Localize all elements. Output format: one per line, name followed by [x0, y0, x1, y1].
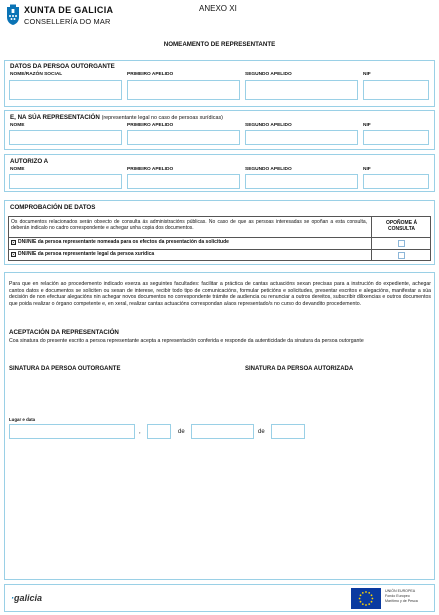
- verification-section-title: COMPROBACIÓN DE DATOS: [10, 204, 96, 211]
- auth-nif-field[interactable]: [363, 174, 429, 189]
- comma-separator: ,: [139, 429, 141, 435]
- auth-name-label: NOME: [10, 167, 25, 172]
- rep-surname2-label: SEGUNDO APELIDO: [245, 123, 292, 128]
- rep-nif-field[interactable]: [363, 130, 429, 145]
- verification-row: × DNI/NIE da persoa representante legal da persoa xurídica: [12, 251, 155, 257]
- representation-section-title: E, NA SÚA REPRESENTACIÓN (representante legal no caso de persoas xurídicas): [10, 114, 223, 121]
- acceptance-text: Coa sinatura do presente escrito a persoa representante acepta a representación conferida e responde da autenticidade da sinatura da persoa outorgante: [9, 338, 364, 344]
- eu-fund-text: UNIÓN EUROPEA Fondo Europeo Marítimo y de Pesca: [385, 589, 418, 603]
- table-divider: [9, 237, 430, 238]
- xunta-logo: [5, 4, 115, 28]
- auth-surname2-label: SEGUNDO APELIDO: [245, 167, 292, 172]
- grantor-name-label: NOME/RAZÓN SOCIAL: [10, 72, 63, 77]
- auth-name-field[interactable]: [9, 174, 122, 189]
- rep-surname1-label: PRIMEIRO APELIDO: [127, 123, 174, 128]
- grantor-surname2-label: SEGUNDO APELIDO: [245, 72, 292, 77]
- verification-intro: Os documentos relacionados serán obxecto de consulta ás administracións públicas. No caso de que as persoas interesadas se opoñan a esta consulta, deberán indicalo no cadro correspondente e achegar unha copia dos documentos.: [11, 219, 367, 231]
- galicia-logo: ·galicia: [11, 593, 43, 603]
- auth-surname1-label: PRIMEIRO APELIDO: [127, 167, 174, 172]
- month-field[interactable]: [191, 424, 254, 439]
- oppose-column-header: OPOÑOME Á CONSULTA: [385, 220, 418, 232]
- grantor-nif-label: NIF: [363, 72, 371, 77]
- place-field[interactable]: [9, 424, 135, 439]
- eu-flag-icon: [351, 588, 381, 609]
- place-date-label: Lugar e data: [9, 417, 36, 422]
- verification-row: × DNI/NIE da persoa representante nomeada para os efectos da presentación da solicitude: [12, 239, 229, 245]
- date-separator-1: de: [178, 429, 185, 435]
- authorized-signature-label: SINATURA DA PERSOA AUTORIZADA: [245, 366, 354, 372]
- rep-surname1-field[interactable]: [127, 130, 240, 145]
- grantor-name-field[interactable]: [9, 80, 122, 100]
- table-divider: [9, 249, 430, 250]
- verification-table: [8, 216, 431, 261]
- org-department: CONSELLERÍA DO MAR: [24, 17, 111, 26]
- grantor-surname1-field[interactable]: [127, 80, 240, 100]
- rep-surname2-field[interactable]: [245, 130, 358, 145]
- grantor-surname2-field[interactable]: [245, 80, 358, 100]
- x-mark-icon: ×: [12, 239, 15, 245]
- x-mark-icon: ×: [12, 251, 15, 257]
- table-divider: [371, 217, 372, 260]
- authorize-section-title: AUTORIZO A: [10, 158, 49, 165]
- acceptance-title: ACEPTACIÓN DA REPRESENTACIÓN: [9, 329, 119, 336]
- annex-label: ANEXO XI: [199, 4, 237, 13]
- grantor-signature-label: SINATURA DA PERSOA OUTORGANTE: [9, 366, 121, 372]
- year-field[interactable]: [271, 424, 305, 439]
- grantor-nif-field[interactable]: [363, 80, 429, 100]
- org-name: XUNTA DE GALICIA: [24, 5, 114, 15]
- grantor-surname1-label: PRIMEIRO APELIDO: [127, 72, 174, 77]
- auth-surname1-field[interactable]: [127, 174, 240, 189]
- rep-nif-label: NIF: [363, 123, 371, 128]
- date-separator-2: de: [258, 429, 265, 435]
- oppose-checkbox-1[interactable]: [398, 240, 405, 247]
- oppose-checkbox-2[interactable]: [398, 252, 405, 259]
- rep-name-field[interactable]: [9, 130, 122, 145]
- rep-name-label: NOME: [10, 123, 25, 128]
- auth-surname2-field[interactable]: [245, 174, 358, 189]
- footer: [4, 584, 435, 612]
- grantor-section-title: DATOS DA PERSOA OUTORGANTE: [10, 63, 115, 70]
- day-field[interactable]: [147, 424, 171, 439]
- powers-text: Para que en relación ao procedemento indicado exerza as seguintes facultades: facilitar a práctica de cantas actuacións sexan precisas para a instrución do expediente, achegar cantos datos e documentos se soliciten ou sexan de interese, recibir todo tipo de comunicacións, formular peticións e solicitudes, presentar escritos e alegacións, manifestar a súa decisión de non efectuar alegacións nin achegar novos documentos no correspondente trámite de audiencia ou renunciar a outros dereitos, subscribir dilixencias e outros documentos que poida realizar o órgano competente e, en xeral, realizar cantas actuacións correspondan a/aos representado/s no curso do devandito procedemento.: [9, 281, 431, 308]
- galicia-crest-icon: [5, 4, 21, 26]
- document-title: NOMEAMENTO DE REPRESENTANTE: [163, 41, 276, 48]
- auth-nif-label: NIF: [363, 167, 371, 172]
